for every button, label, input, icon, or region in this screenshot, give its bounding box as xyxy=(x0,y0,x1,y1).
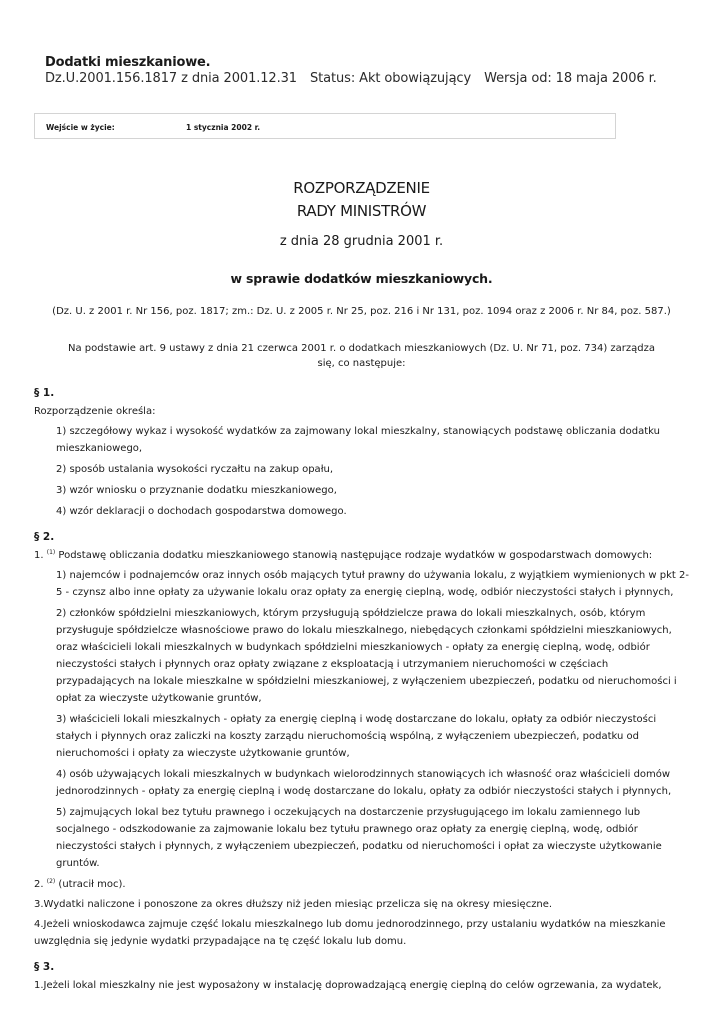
footnote-ref[interactable]: (1) xyxy=(46,549,56,556)
section-heading: § 3. xyxy=(34,961,55,973)
document-body xyxy=(34,380,689,997)
act-title xyxy=(34,177,689,223)
paragraph xyxy=(34,876,689,893)
act-references: (Dz. U. z 2001 r. Nr 156, poz. 1817; zm.: Dz. U. z 2005 r. Nr 25, poz. 216 i Nr 131, poz. 1094 oraz z 2006 r. Nr 84, poz. 587.) xyxy=(52,306,671,317)
list-item: 4) wzór deklaracji o dochodach gospodarstwa domowego. xyxy=(56,506,347,517)
act-date: z dnia 28 grudnia 2001 r. xyxy=(279,234,444,249)
section-intro: Rozporządzenie określa: xyxy=(34,406,156,417)
list-item: 2) członków spółdzielni mieszkaniowych, którym przysługują spółdzielcze prawa do lokali mieszkalnych, osób, którym przysługuje spółdzielcze własnościowe prawo do lokalu mieszkalnego, niebędących członkami spółdzielni mieszkaniowych, oraz właścicieli lokali mieszkalnych w budynkach spółdzielni mieszkaniowych - opłaty za energię cieplną, wodę, odbiór nieczystości stałych i płynnych oraz opłaty związane z eksploatacją i utrzymaniem nieruchomości w częściach przypadających na lokale mieszkalne w spółdzielni mieszkaniowej, z wyłączeniem ubezpieczeń, podatku od nieruchomości i opłat za wieczyste użytkowanie gruntów, xyxy=(56,608,677,704)
paragraph: 1.Jeżeli lokal mieszkalny nie jest wyposażony w instalację doprowadzającą energię cieplną do celów ogrzewania, za wydatek, xyxy=(34,980,662,991)
act-subject: w sprawie dodatków mieszkaniowych. xyxy=(230,271,493,286)
document-header xyxy=(45,55,685,87)
section-heading: § 1. xyxy=(34,387,55,399)
list-item: 1) szczegółowy wykaz i wysokość wydatków za zajmowany lokal mieszkalny, stanowiących podstawę obliczania dodatku mieszkaniowego, xyxy=(56,426,660,454)
paragraph: 4.Jeżeli wnioskodawca zajmuje część lokalu mieszkalnego lub domu jednorodzinnego, przy ustalaniu wydatków na mieszkanie uwzględnia się jedynie wydatki przypadające na tę część lokalu lub domu. xyxy=(34,919,666,947)
paragraph-number: 1. xyxy=(34,550,44,561)
paragraph-text: Podstawę obliczania dodatku mieszkaniowego stanowią następujące rodzaje wydatków w gospodarstwach domowych: xyxy=(58,550,653,561)
list-item: 5) zajmujących lokal bez tytułu prawnego i oczekujących na dostarczenie przysługującego im lokalu zamiennego lub socjalnego - odszkodowanie za zajmowanie lokalu bez tytułu prawnego oraz opłaty za energię cieplną, wodę, odbiór nieczystości stałych i płynnych, z wyłączeniem ubezpieczeń, podatku od nieruchomości i opłat za wieczyste użytkowanie gruntów. xyxy=(56,807,662,869)
paragraph: 3.Wydatki naliczone i ponoszone za okres dłuższy niż jeden miesiąc przelicza się na okresy miesięczne. xyxy=(34,899,553,910)
version-label: Wersja od: 18 maja 2006 r. xyxy=(484,71,657,86)
document-meta xyxy=(45,71,685,87)
paragraph-text: (utracił moc). xyxy=(58,879,126,890)
list-item: 3) wzór wniosku o przyznanie dodatku mieszkaniowego, xyxy=(56,485,337,496)
list-item: 4) osób używających lokali mieszkalnych w budynkach wielorodzinnych stanowiących ich własność oraz właścicieli domów jednorodzinnych - opłaty za energię cieplną i wodę dostarczane do lokalu, opłaty za odbiór nieczystości stałych i płynnych, xyxy=(56,769,672,797)
section-list xyxy=(34,423,689,520)
list-item: 2) sposób ustalania wysokości ryczałtu na zakup opału, xyxy=(56,464,334,475)
entry-label: Wejście w życie: xyxy=(46,123,115,132)
act-title-line1: ROZPORZĄDZENIE xyxy=(293,179,430,197)
journal-reference: Dz.U.2001.156.1817 z dnia 2001.12.31 xyxy=(45,71,297,86)
entry-value: 1 stycznia 2002 r. xyxy=(186,123,261,132)
list-item: 1) najemców i podnajemców oraz innych osób mających tytuł prawny do używania lokalu, z wyjątkiem wymienionych w pkt 2-5 - czynsz albo inne opłaty za używanie lokalu oraz opłaty za energię cieplną, wodę, odbiór nieczystości stałych i płynnych, xyxy=(56,570,689,598)
status-label: Status: Akt obowiązujący xyxy=(310,71,472,86)
legal-basis: Na podstawie art. 9 ustawy z dnia 21 czerwca 2001 r. o dodatkach mieszkaniowych (Dz. U. Nr 71, poz. 734) zarządza się, co następuje: xyxy=(67,343,656,369)
entry-into-force-box xyxy=(34,113,616,139)
paragraph-number: 2. xyxy=(34,879,44,890)
act-title-line2: RADY MINISTRÓW xyxy=(296,202,427,220)
paragraph xyxy=(34,547,689,564)
list-item: 3) właścicieli lokali mieszkalnych - opłaty za energię cieplną i wodę dostarczane do lokalu, opłaty za odbiór nieczystości stałych i płynnych oraz zaliczki na koszty zarządu nieruchomością wspólną, z wyłączeniem ubezpieczeń, podatku od nieruchomości i opłaty za wieczyste użytkowanie gruntów, xyxy=(56,714,657,759)
section-list xyxy=(34,567,689,872)
footnote-ref[interactable]: (2) xyxy=(46,878,56,885)
document-title: Dodatki mieszkaniowe. xyxy=(45,55,211,70)
section-heading: § 2. xyxy=(34,531,55,543)
